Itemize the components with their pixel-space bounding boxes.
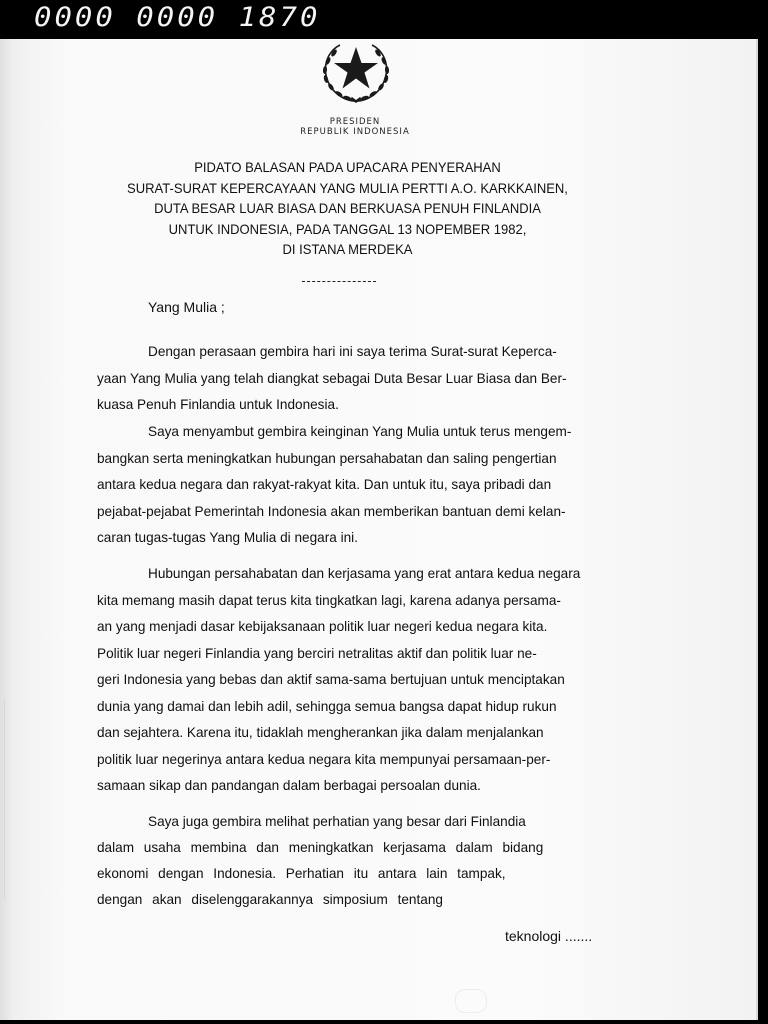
text-line: Dengan perasaan gembira hari ini saya terima Surat-surat Keperca- [148,344,557,359]
text-line: Saya juga gembira melihat perhatian yang besar dari Finlandia [148,814,526,829]
paragraph-4 [97,809,649,913]
salutation: Yang Mulia ; [148,299,225,315]
text-line: Politik luar negeri Finlandia yang berciri netralitas aktif dan politik luar ne- [97,645,537,661]
title-underline-divider [302,281,376,282]
text-line: dengan akan diselenggarakannya simposium tentang [97,892,443,907]
garuda-star-emblem-icon [310,39,402,105]
continuation-catchword: teknologi ....... [505,928,593,944]
title-line: DUTA BESAR LUAR BIASA DAN BERKUASA PENUH FINLANDIA [154,200,541,216]
title-line: UNTUK INDONESIA, PADA TANGGAL 13 NOPEMBER 1982, [168,220,527,237]
text-line: kuasa Penuh Finlandia untuk Indonesia. [97,397,339,412]
text-line: an yang menjadi dasar kebijaksanaan politik luar negeri kedua negara kita. [97,619,548,634]
speech-title [80,157,615,260]
paragraph-1 [97,339,649,419]
text-line: caran tugas-tugas Yang Mulia di negara ini. [97,530,358,545]
text-line: antara kedua negara dan rakyat-rakyat kita. Dan untuk itu, saya pribadi dan [97,477,552,492]
paragraph-3 [97,561,649,800]
text-line: ekonomi dengan Indonesia. Perhatian itu antara lain tampak, [97,866,506,881]
text-line: pejabat-pejabat Pemerintah Indonesia akan memberikan bantuan demi kelan- [97,503,566,519]
title-line: PIDATO BALASAN PADA UPACARA PENYERAHAN [194,159,501,175]
page-crease [0,699,5,899]
text-line: Hubungan persahabatan dan kerjasama yang erat antara kedua negara [148,566,581,581]
text-line: samaan sikap dan pandangan dalam berbagai persoalan dunia. [97,778,481,793]
document-page [0,39,758,1020]
text-line: Saya menyambut gembira keinginan Yang Mulia untuk terus mengem- [148,424,572,439]
text-line: dan sejahtera. Karena itu, tidaklah mengherankan jika dalam menjalankan [97,725,544,740]
letterhead-line-presiden: PRESIDEN [329,117,381,127]
letterhead [0,117,710,137]
title-line: SURAT-SURAT KEPERCAYAAN YANG MULIA PERTTI A.O. KARKKAINEN, [127,179,568,196]
text-line: yaan Yang Mulia yang telah diangkat sebagai Duta Besar Luar Biasa dan Ber- [97,370,567,386]
film-frame-code: 0000 0000 1870 [34,1,321,33]
scan-artifact [455,989,487,1013]
paragraph-2 [97,419,649,552]
text-line: geri Indonesia yang bebas dan aktif sama-sama bertujuan untuk menciptakan [97,672,565,687]
title-line: DI ISTANA MERDEKA [282,241,413,257]
text-line: politik luar negerinya antara kedua negara kita mempunyai persamaan-per- [97,751,551,767]
text-line: dalam usaha membina dan meningkatkan kerjasama dalam bidang [97,840,544,855]
letterhead-line-republik: REPUBLIK INDONESIA [300,127,410,137]
text-line: kita memang masih dapat terus kita tingkatkan lagi, karena adanya persama- [97,592,561,608]
text-line: bangkan serta meningkatkan hubungan persahabatan dan saling pengertian [97,450,557,466]
text-line: dunia yang damai dan lebih adil, sehingga semua bangsa dapat hidup rukun [97,698,557,714]
